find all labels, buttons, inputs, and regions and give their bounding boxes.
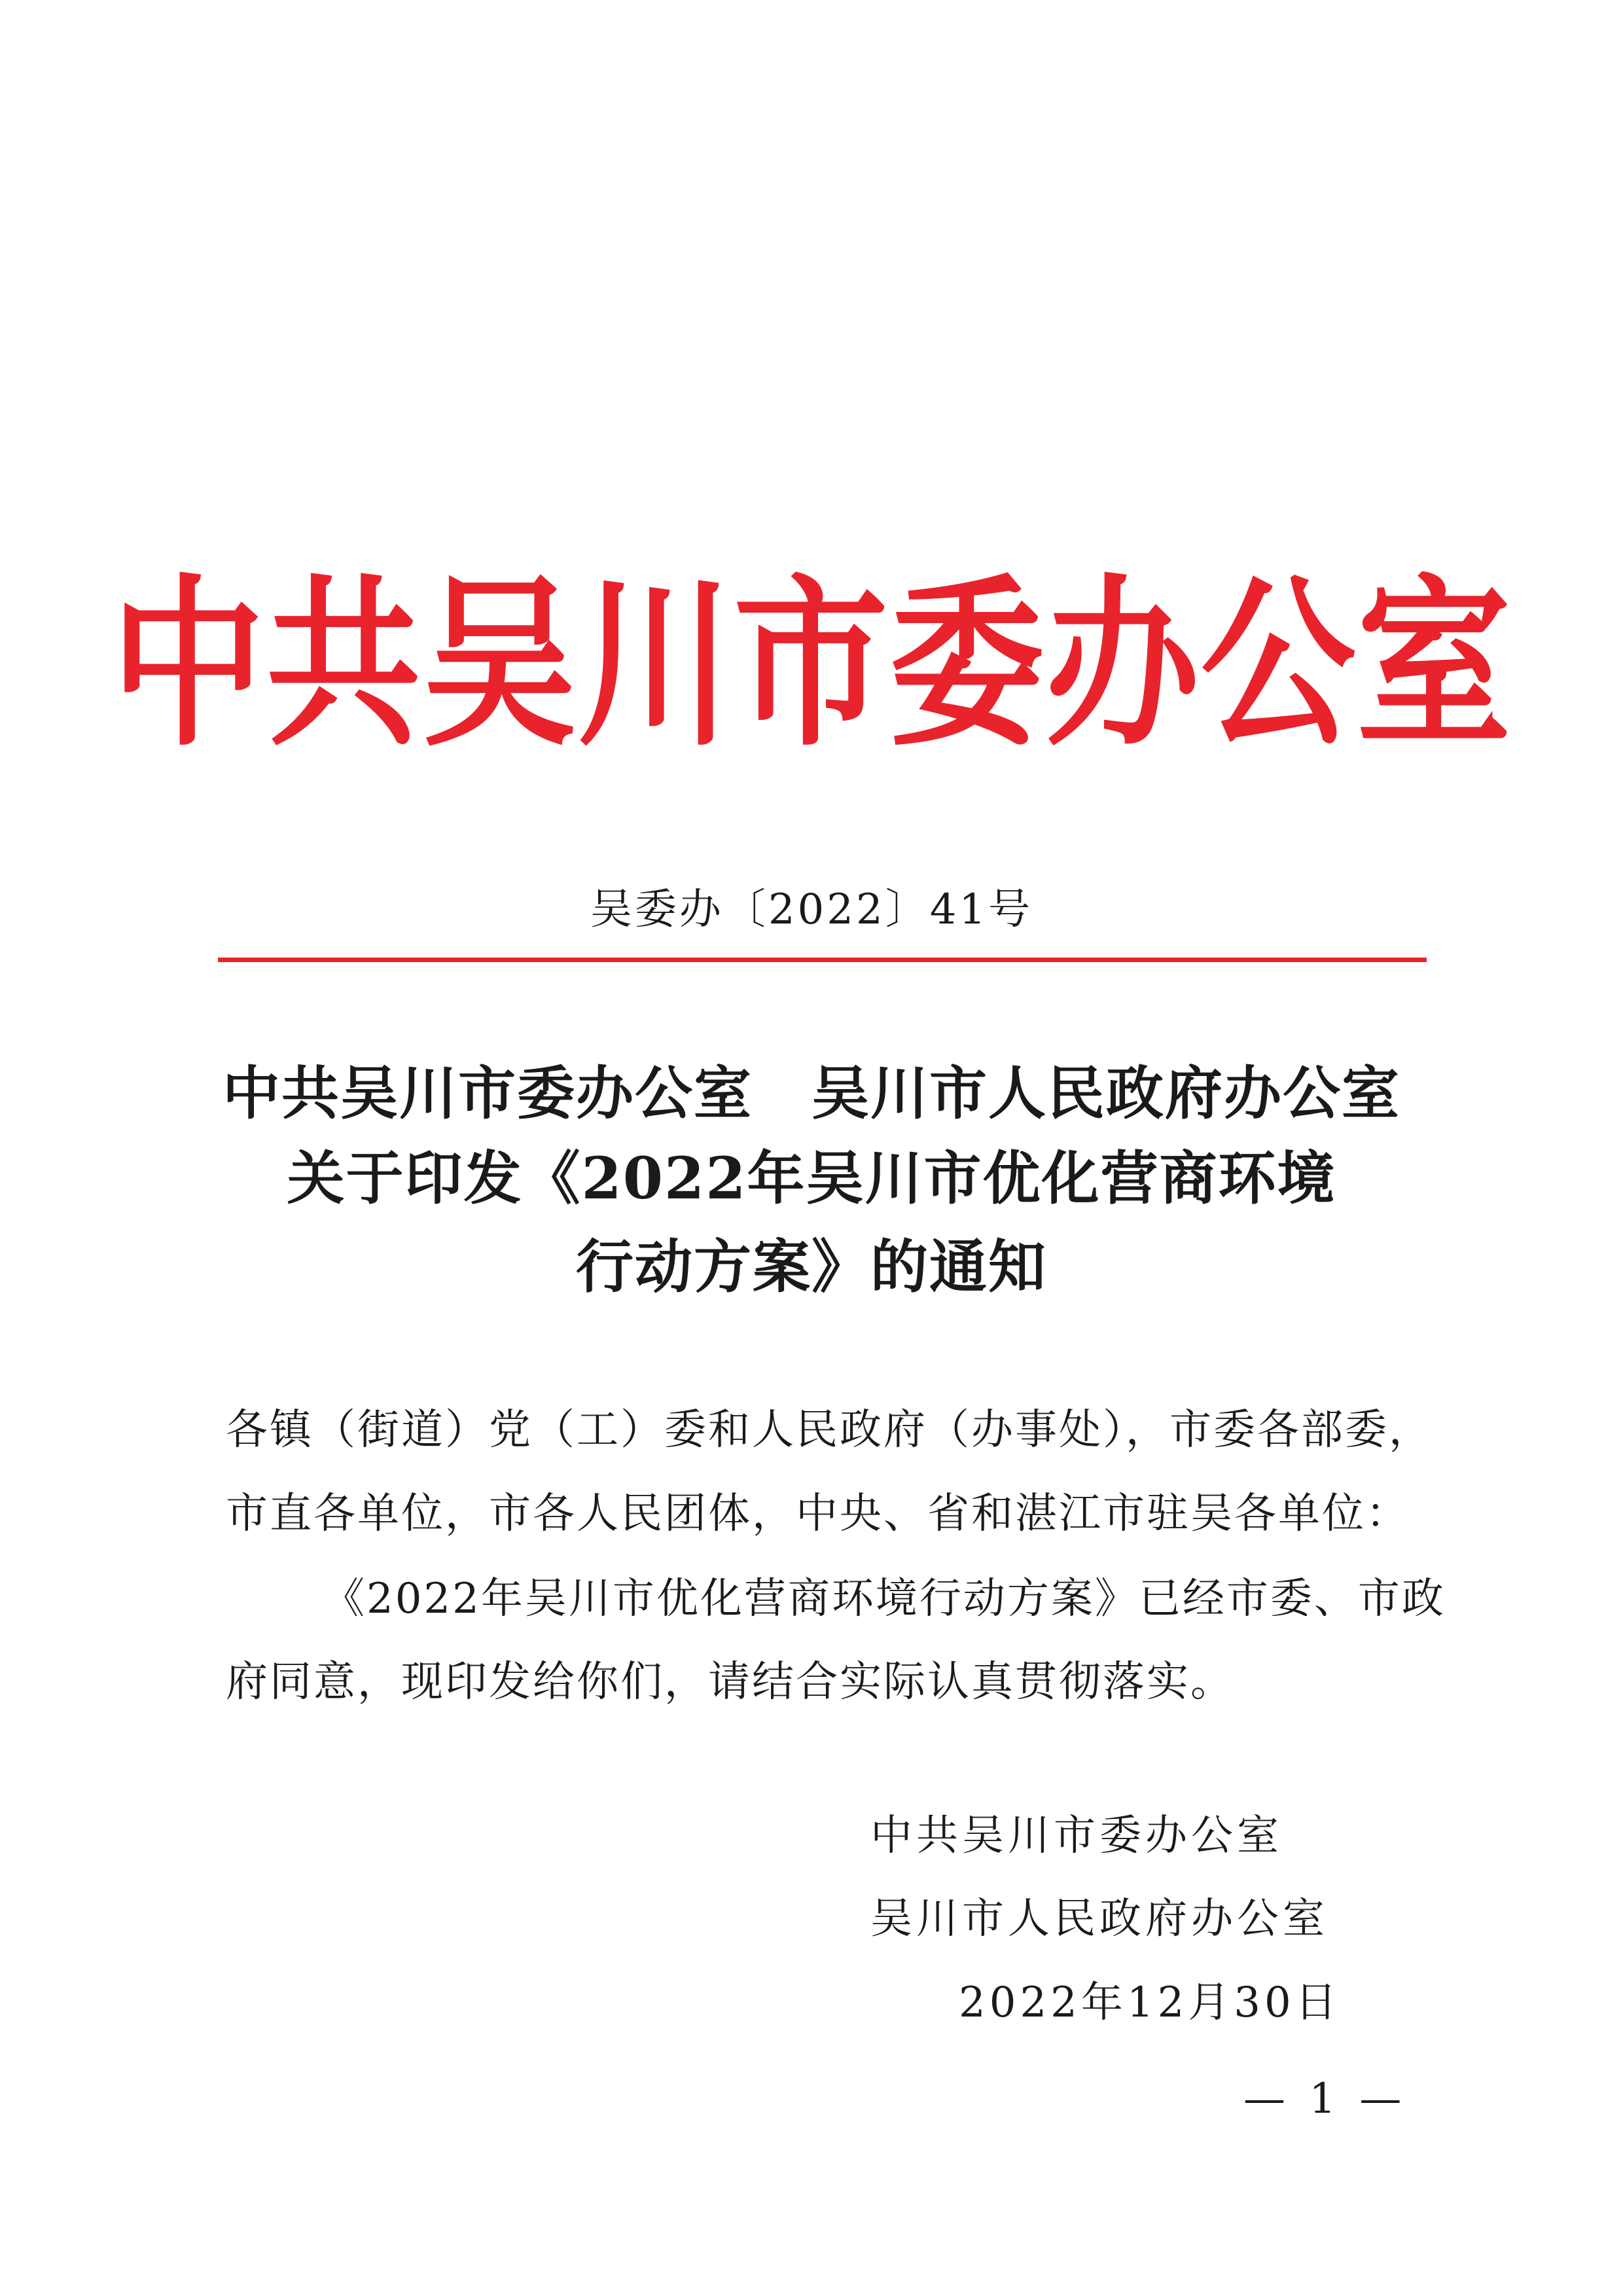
page-number: — 1 —: [1243, 2075, 1407, 2123]
signature-org-2: 吴川市人民政府办公室: [870, 1895, 1329, 1943]
recipients-line-1: 各镇（街道）党（工）委和人民政府（办事处），市委各部委，: [226, 1406, 1433, 1454]
document-number: 吴委办〔2022〕41号: [590, 886, 1033, 934]
body-paragraph-line-1: 《2022年吴川市优化营商环境行动方案》已经市委、市政: [323, 1575, 1446, 1623]
title-line-1: 中共吴川市委办公室 吴川市人民政府办公室: [222, 1059, 1400, 1127]
red-divider-line: [218, 958, 1427, 962]
title-line-2: 关于印发《2022年吴川市优化营商环境: [287, 1144, 1336, 1212]
recipients-line-2: 市直各单位，市各人民团体，中央、省和湛江市驻吴各单位：: [226, 1490, 1410, 1538]
signature-date: 2022年12月30日: [959, 1979, 1341, 2027]
masthead-issuer: 中共吴川市委办公室: [110, 558, 1512, 771]
signature-org-1: 中共吴川市委办公室: [870, 1812, 1283, 1860]
title-line-3: 行动方案》的通知: [575, 1232, 1047, 1300]
body-paragraph-line-2: 府同意，现印发给你们，请结合实际认真贯彻落实。: [226, 1658, 1234, 1706]
